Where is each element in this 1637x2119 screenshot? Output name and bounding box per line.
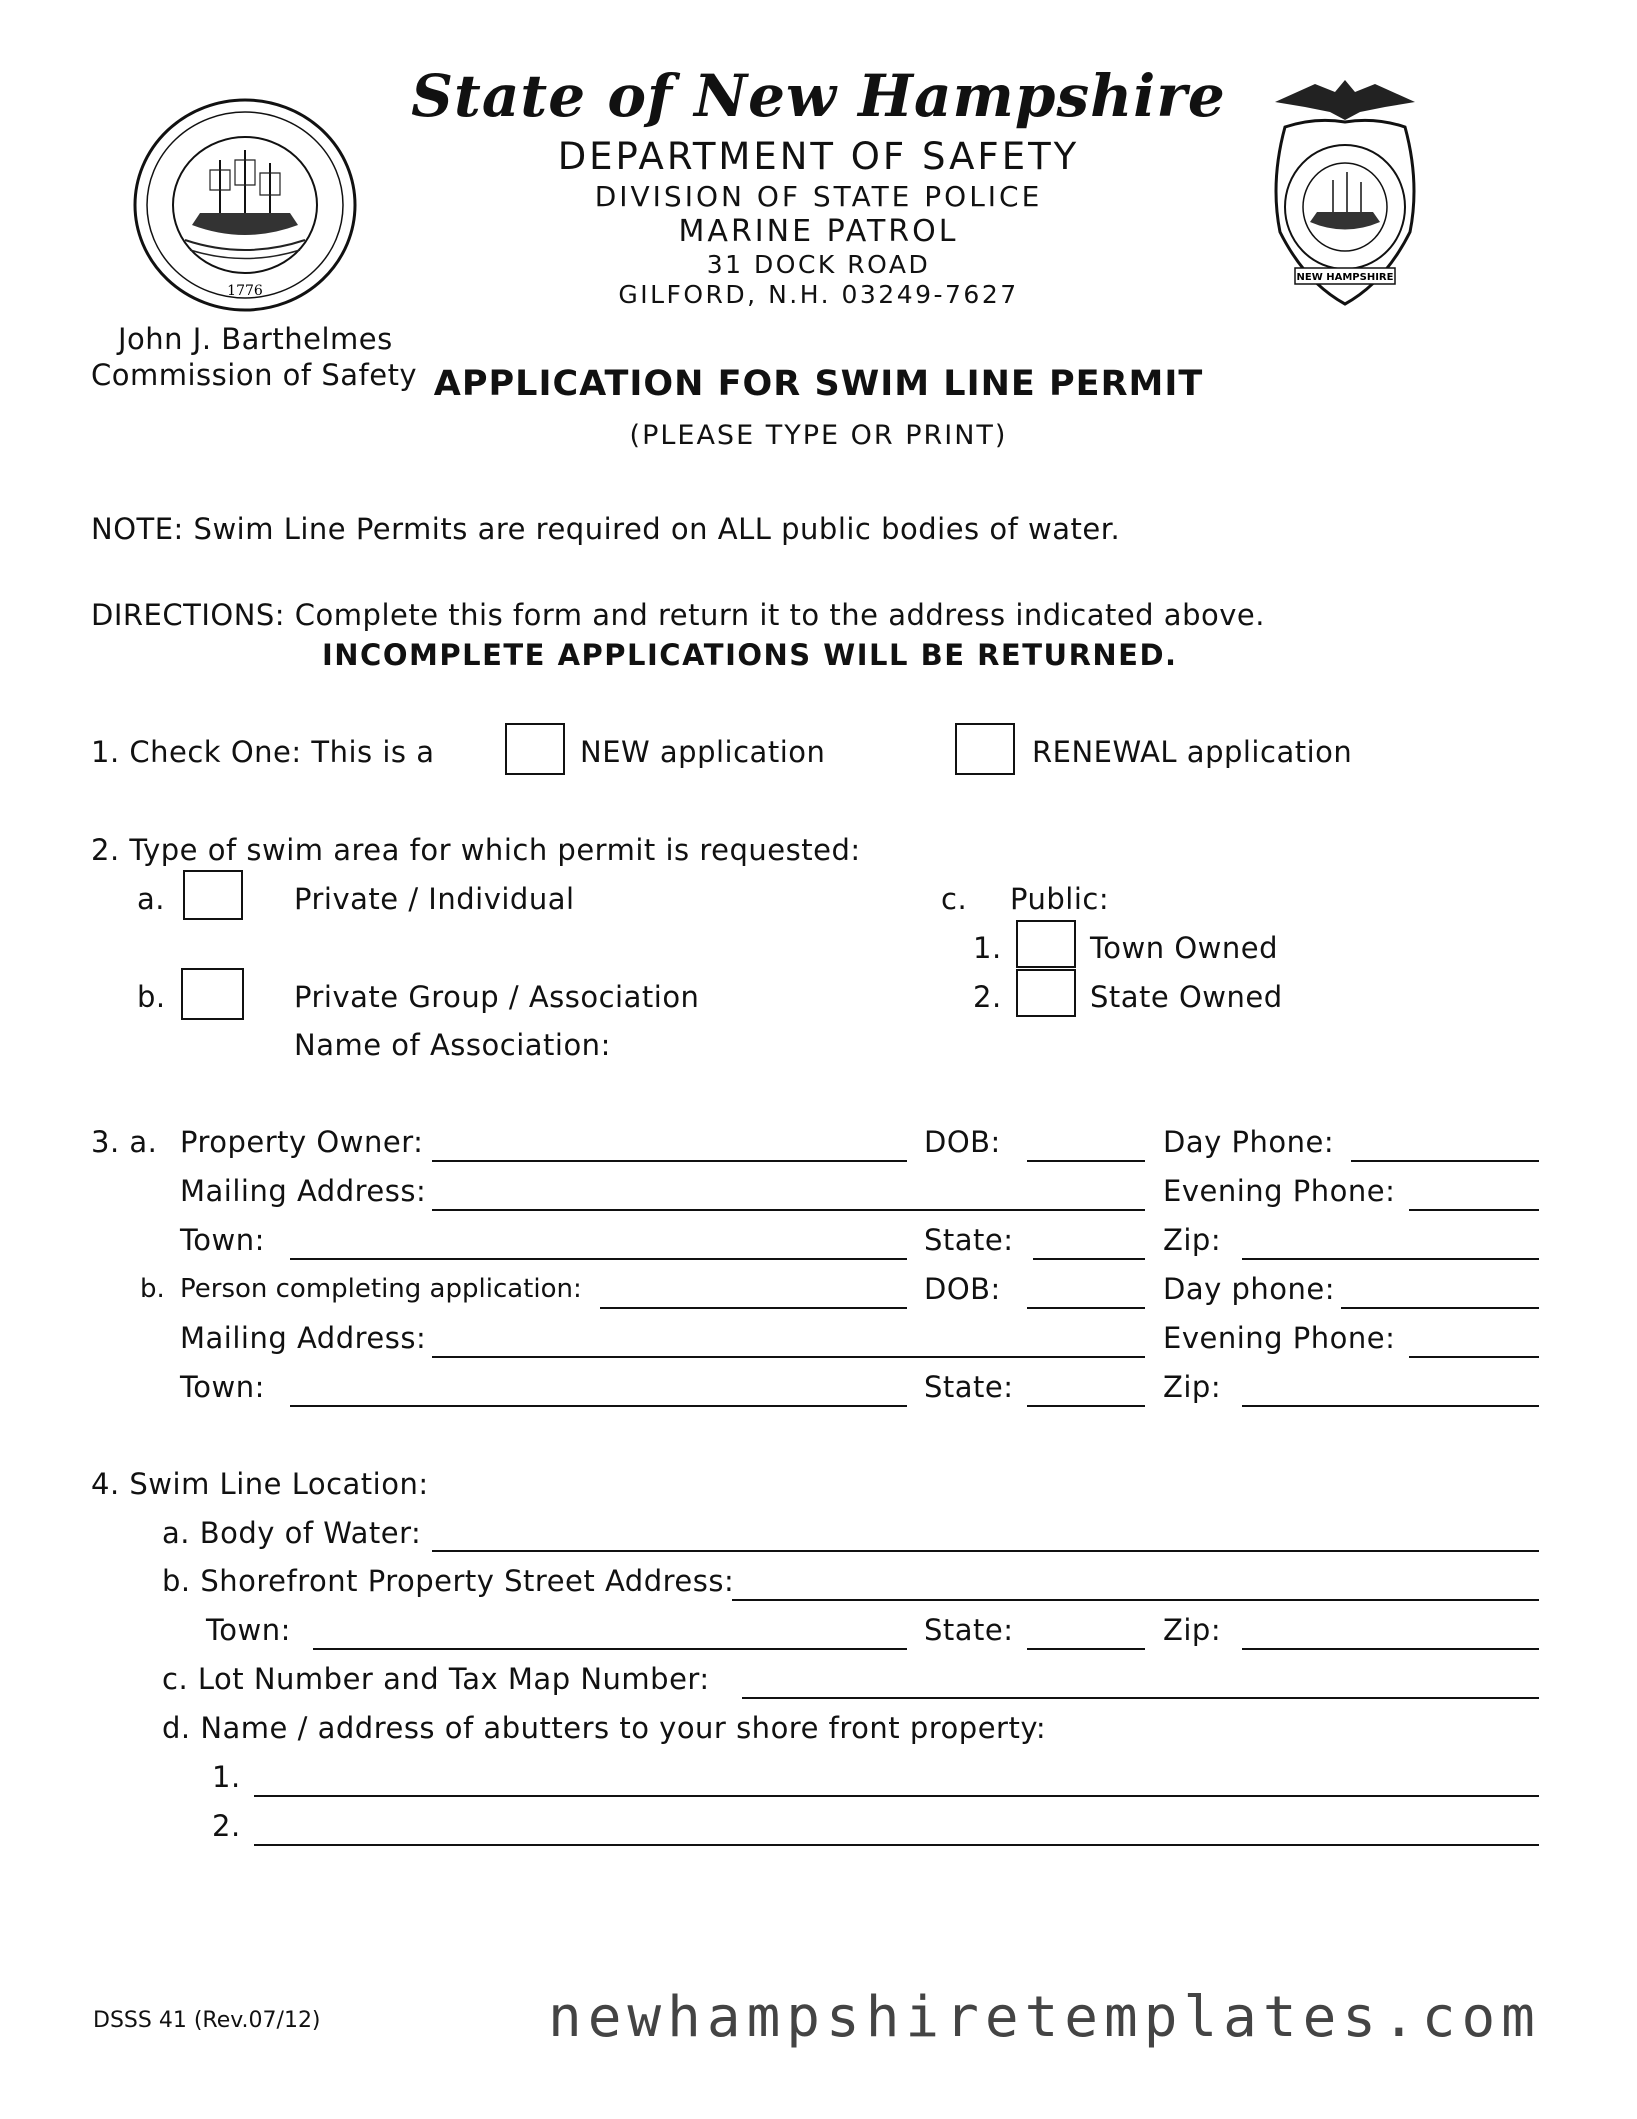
owner-state-label: State:: [924, 1223, 1014, 1257]
renewal-application-checkbox[interactable]: [955, 723, 1015, 775]
q2-c-letter: c.: [941, 882, 968, 916]
person-town-field[interactable]: [290, 1405, 907, 1407]
public-2-num: 2.: [973, 980, 1002, 1014]
q3-number: 3. a.: [91, 1125, 158, 1159]
directions-warning: INCOMPLETE APPLICATIONS WILL BE RETURNED.: [322, 638, 1178, 672]
public-label: Public:: [1010, 882, 1110, 916]
private-group-checkbox[interactable]: [181, 968, 244, 1020]
owner-dob-field[interactable]: [1027, 1160, 1145, 1162]
owner-mailing-label: Mailing Address:: [180, 1174, 427, 1208]
person-state-field[interactable]: [1027, 1405, 1145, 1407]
owner-state-field[interactable]: [1033, 1258, 1145, 1260]
person-state-label: State:: [924, 1370, 1014, 1404]
lot-tax-map-field[interactable]: [742, 1697, 1539, 1699]
form-code: DSSS 41 (Rev.07/12): [93, 2008, 321, 2033]
q2-label: 2. Type of swim area for which permit is requested:: [91, 833, 861, 867]
private-individual-label: Private / Individual: [294, 882, 575, 916]
town-owned-label: Town Owned: [1090, 931, 1279, 965]
svg-text:NEW HAMPSHIRE: NEW HAMPSHIRE: [1296, 272, 1394, 283]
q1-label: 1. Check One: This is a: [91, 735, 435, 769]
person-mailing-field[interactable]: [432, 1356, 1145, 1358]
private-individual-checkbox[interactable]: [183, 870, 243, 920]
renewal-application-label: RENEWAL application: [1032, 735, 1353, 769]
state-owned-label: State Owned: [1090, 980, 1283, 1014]
department-name: DEPARTMENT OF SAFETY: [557, 135, 1080, 178]
person-dob-field[interactable]: [1027, 1307, 1145, 1309]
person-evening-phone-label: Evening Phone:: [1163, 1321, 1396, 1355]
owner-town-field[interactable]: [290, 1258, 907, 1260]
private-group-label: Private Group / Association: [294, 980, 700, 1014]
abutter-2-field[interactable]: [254, 1844, 1539, 1846]
public-1-num: 1.: [973, 931, 1002, 965]
note-text: NOTE: Swim Line Permits are required on ALL public bodies of water.: [91, 512, 1121, 546]
commissioner-title: Commission of Safety: [91, 358, 418, 392]
person-day-phone-field[interactable]: [1341, 1307, 1539, 1309]
person-town-label: Town:: [180, 1370, 265, 1404]
new-application-label: NEW application: [580, 735, 826, 769]
association-name-label: Name of Association:: [294, 1028, 611, 1062]
q2-a-letter: a.: [137, 882, 165, 916]
owner-mailing-field[interactable]: [432, 1209, 1145, 1211]
directions-text: DIRECTIONS: Complete this form and return it to the address indicated above.: [91, 598, 1265, 632]
person-zip-label: Zip:: [1163, 1370, 1222, 1404]
q2-b-letter: b.: [137, 980, 166, 1014]
abutters-label: d. Name / address of abutters to your shore front property:: [162, 1711, 1047, 1745]
owner-day-phone-field[interactable]: [1351, 1160, 1539, 1162]
address-city: GILFORD, N.H. 03249-7627: [618, 280, 1019, 309]
body-of-water-label: a. Body of Water:: [162, 1516, 422, 1550]
person-zip-field[interactable]: [1242, 1405, 1539, 1407]
owner-day-phone-label: Day Phone:: [1163, 1125, 1335, 1159]
body-of-water-field[interactable]: [432, 1550, 1539, 1552]
location-zip-label: Zip:: [1163, 1613, 1222, 1647]
person-day-phone-label: Day phone:: [1163, 1272, 1336, 1306]
abutter-1-number: 1.: [212, 1760, 241, 1794]
owner-zip-field[interactable]: [1242, 1258, 1539, 1260]
location-town-field[interactable]: [313, 1648, 907, 1650]
agency-title: State of New Hampshire: [411, 62, 1226, 130]
abutter-1-field[interactable]: [254, 1795, 1539, 1797]
location-zip-field[interactable]: [1242, 1648, 1539, 1650]
owner-evening-phone-field[interactable]: [1409, 1209, 1539, 1211]
form-subtitle: (PLEASE TYPE OR PRINT): [629, 420, 1008, 451]
property-owner-field[interactable]: [432, 1160, 907, 1162]
owner-town-label: Town:: [180, 1223, 265, 1257]
person-mailing-label: Mailing Address:: [180, 1321, 427, 1355]
unit-name: MARINE PATROL: [678, 214, 959, 249]
person-evening-phone-field[interactable]: [1409, 1356, 1539, 1358]
abutter-2-number: 2.: [212, 1809, 241, 1843]
svg-text:1776: 1776: [227, 283, 263, 299]
person-completing-field[interactable]: [600, 1307, 907, 1309]
person-completing-label: Person completing application:: [180, 1274, 582, 1304]
q3-b-letter: b.: [140, 1274, 165, 1304]
lot-tax-map-label: c. Lot Number and Tax Map Number:: [162, 1662, 710, 1696]
owner-dob-label: DOB:: [924, 1125, 1001, 1159]
location-town-label: Town:: [206, 1613, 291, 1647]
owner-evening-phone-label: Evening Phone:: [1163, 1174, 1396, 1208]
owner-zip-label: Zip:: [1163, 1223, 1222, 1257]
street-address-field[interactable]: [732, 1599, 1539, 1601]
person-dob-label: DOB:: [924, 1272, 1001, 1306]
watermark-text: newhampshiretemplates.com: [548, 1985, 1541, 2050]
address-street: 31 DOCK ROAD: [706, 250, 931, 279]
location-state-label: State:: [924, 1613, 1014, 1647]
state-owned-checkbox[interactable]: [1016, 969, 1076, 1017]
commissioner-name: John J. Barthelmes: [118, 322, 393, 356]
location-state-field[interactable]: [1027, 1648, 1145, 1650]
division-name: DIVISION OF STATE POLICE: [594, 180, 1043, 213]
street-address-label: b. Shorefront Property Street Address:: [162, 1564, 735, 1598]
form-title: APPLICATION FOR SWIM LINE PERMIT: [433, 364, 1204, 404]
q4-label: 4. Swim Line Location:: [91, 1467, 429, 1501]
property-owner-label: Property Owner:: [180, 1125, 424, 1159]
town-owned-checkbox[interactable]: [1016, 920, 1076, 968]
new-application-checkbox[interactable]: [505, 723, 565, 775]
